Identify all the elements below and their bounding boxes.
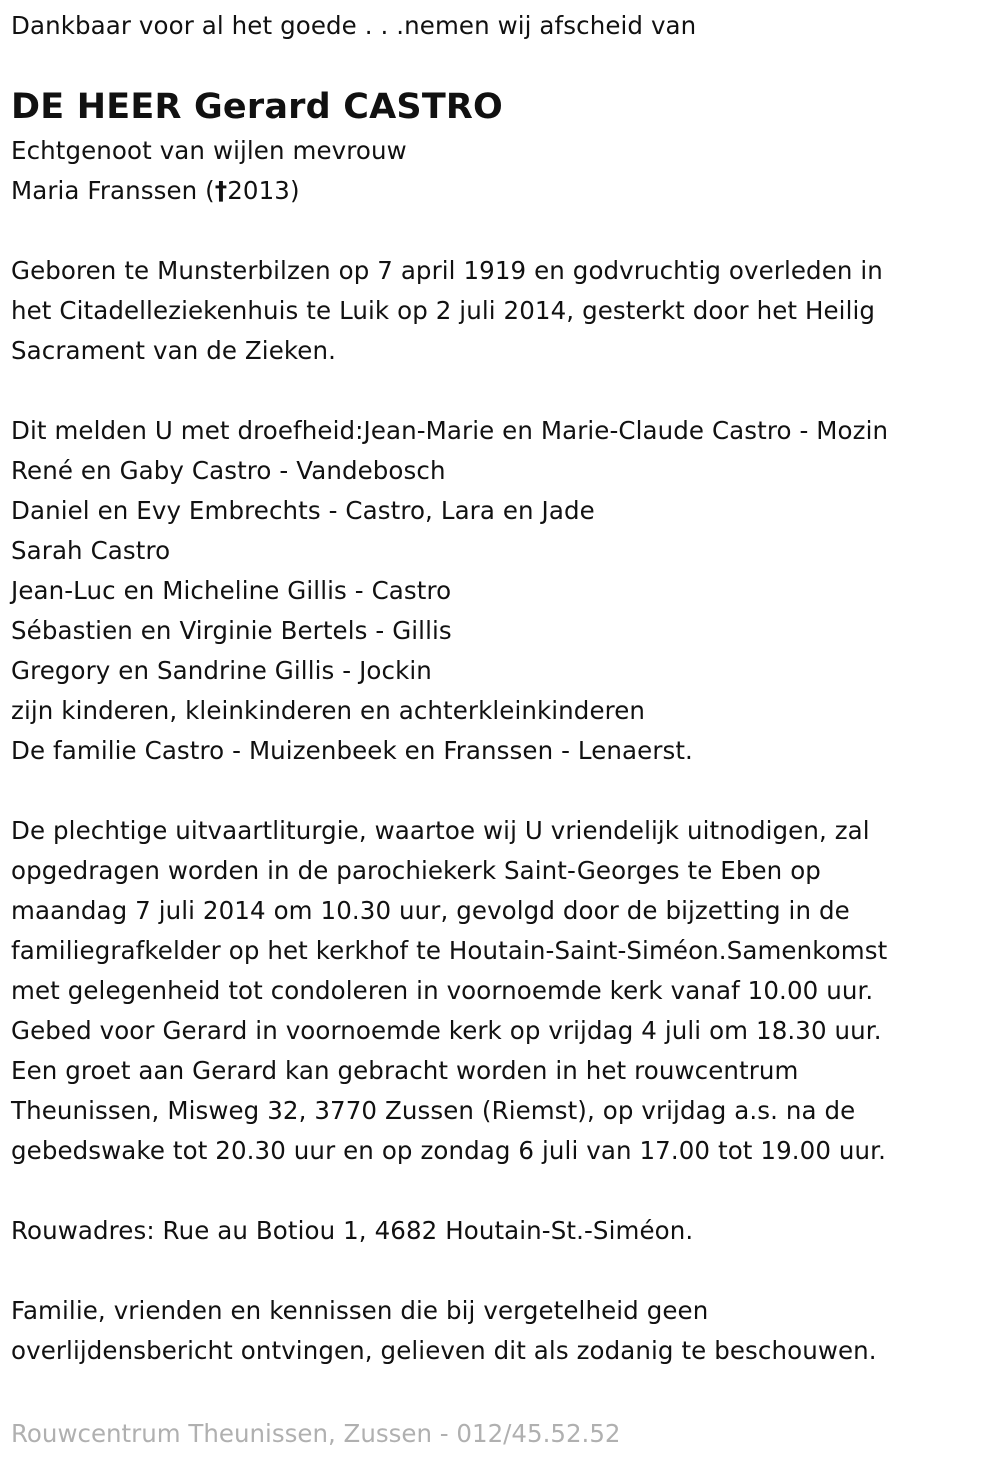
- paragraph-gap: [11, 1251, 991, 1291]
- family-list: [11, 411, 991, 771]
- paragraph-line: maandag 7 juli 2014 om 10.30 uur, gevolgd door de bijzetting in de: [11, 896, 850, 925]
- spouse-section: [11, 131, 991, 211]
- mourning-address: Rouwadres: Rue au Botiou 1, 4682 Houtain-St.-Siméon.: [11, 1216, 694, 1245]
- paragraph-line: gebedswake tot 20.30 uur en op zondag 6 juli van 17.00 tot 19.00 uur.: [11, 1136, 886, 1165]
- obituary-notice: [11, 0, 991, 1371]
- paragraph-line: het Citadelleziekenhuis te Luik op 2 juli 2014, gesterkt door het Heilig: [11, 296, 876, 325]
- paragraph-line: familiegrafkelder op het kerkhof te Houtain-Saint-Siméon.Samenkomst: [11, 936, 888, 965]
- paragraph-line: Theunissen, Misweg 32, 3770 Zussen (Riemst), op vrijdag a.s. na de: [11, 1096, 856, 1125]
- family-line: De familie Castro - Muizenbeek en Franssen - Lenaerst.: [11, 736, 693, 765]
- paragraph-line: Familie, vrienden en kennissen die bij vergetelheid geen: [11, 1296, 709, 1325]
- paragraph-line: opgedragen worden in de parochiekerk Saint-Georges te Eben op: [11, 856, 821, 885]
- paragraph-line: met gelegenheid tot condoleren in voornoemde kerk vanaf 10.00 uur.: [11, 976, 874, 1005]
- paragraph-line: overlijdensbericht ontvingen, gelieven dit als zodanig te beschouwen.: [11, 1336, 877, 1365]
- family-line: Daniel en Evy Embrechts - Castro, Lara en Jade: [11, 496, 595, 525]
- paragraph-gap: [11, 211, 991, 251]
- family-line: René en Gaby Castro - Vandebosch: [11, 456, 446, 485]
- paragraph-line: Sacrament van de Zieken.: [11, 336, 336, 365]
- ceremony-paragraph: [11, 811, 991, 1171]
- family-line: Dit melden U met droefheid:Jean-Marie en Marie-Claude Castro - Mozin: [11, 416, 889, 445]
- family-line: Sébastien en Virginie Bertels - Gillis: [11, 616, 452, 645]
- paragraph-gap: [11, 371, 991, 411]
- cross-icon: †: [214, 176, 228, 205]
- paragraph-gap: [11, 771, 991, 811]
- paragraph-line: Gebed voor Gerard in voornoemde kerk op vrijdag 4 juli om 18.30 uur.: [11, 1016, 882, 1045]
- spouse-name: Maria Franssen (: [11, 176, 215, 205]
- family-line: zijn kinderen, kleinkinderen en achterkleinkinderen: [11, 696, 646, 725]
- paragraph-gap: [11, 1171, 991, 1211]
- spouse-death-year: 2013): [227, 176, 300, 205]
- paragraph-line: Geboren te Munsterbilzen op 7 april 1919 en godvruchtig overleden in: [11, 256, 883, 285]
- family-line: Sarah Castro: [11, 536, 171, 565]
- intro-text: Dankbaar voor al het goede . . .nemen wij afscheid van: [11, 11, 697, 40]
- family-line: Jean-Luc en Micheline Gillis - Castro: [11, 576, 452, 605]
- paragraph-line: Een groet aan Gerard kan gebracht worden in het rouwcentrum: [11, 1056, 799, 1085]
- funeral-home-footer: Rouwcentrum Theunissen, Zussen - 012/45.52.52: [11, 1419, 621, 1448]
- deceased-name: DE HEER Gerard CASTRO: [11, 87, 503, 127]
- spouse-line-1: Echtgenoot van wijlen mevrouw: [11, 136, 407, 165]
- birth-death-paragraph: [11, 251, 991, 371]
- notice-paragraph: [11, 1291, 991, 1371]
- spouse-line-2: [11, 171, 991, 211]
- paragraph-line: De plechtige uitvaartliturgie, waartoe wij U vriendelijk uitnodigen, zal: [11, 816, 870, 845]
- family-line: Gregory en Sandrine Gillis - Jockin: [11, 656, 432, 685]
